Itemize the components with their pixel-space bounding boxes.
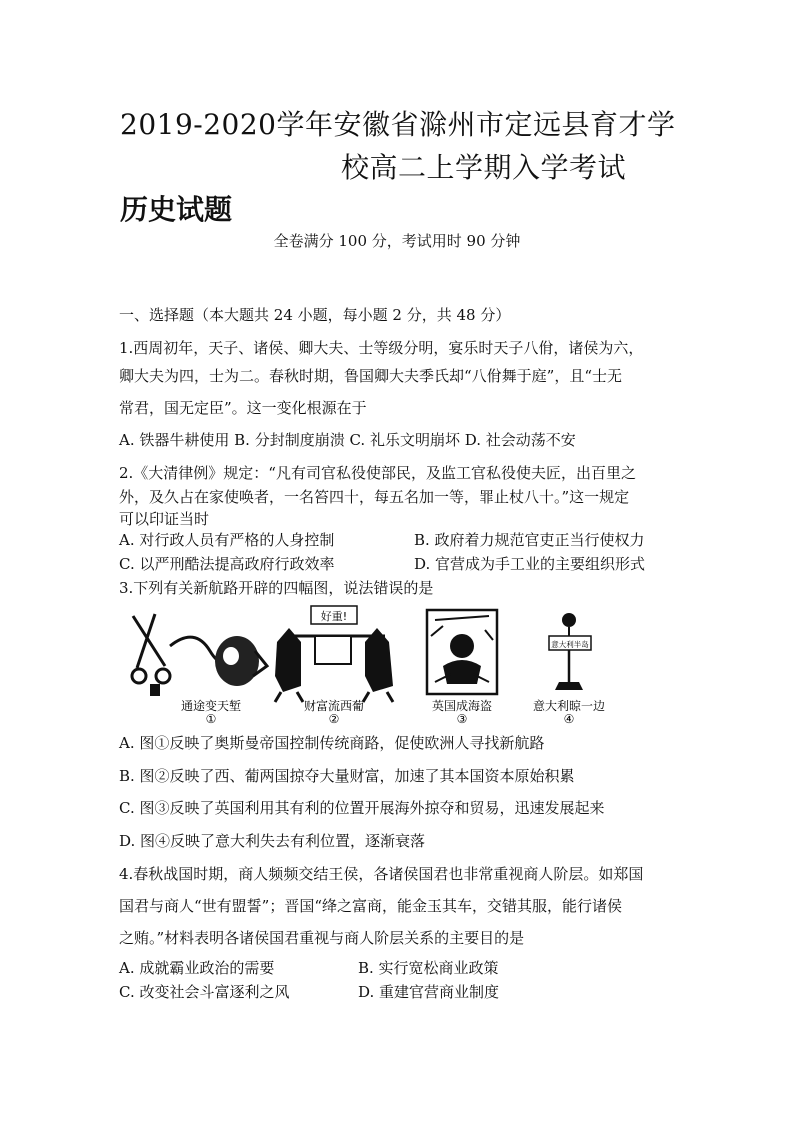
q3-option-a: A. 图①反映了奥斯曼帝国控制传统商路，促使欧洲人寻找新航路 — [119, 734, 545, 752]
cartoon-2-number: ② — [328, 712, 340, 726]
q4-option-a: A. 成就霸业政治的需要 — [119, 959, 275, 977]
subject-title: 历史试题 — [120, 193, 233, 226]
q4-line-1: 4.春秋战国时期，商人频频交结王侯，各诸侯国君也非常重视商人阶层。如郑国 — [119, 865, 644, 883]
q4-option-b: B. 实行宽松商业政策 — [358, 959, 499, 977]
q4-line-2: 国君与商人“世有盟誓”；晋国“绛之富商，能金玉其车，交错其服，能行诸侯 — [119, 897, 623, 915]
q2-line-3: 可以印证当时 — [119, 510, 210, 528]
q3-line-1: 3.下列有关新航路开辟的四幅图，说法错误的是 — [119, 579, 434, 597]
cartoon-4-number: ④ — [563, 712, 575, 726]
q3-option-c: C. 图③反映了英国利用其有利的位置开展海外掠夺和贸易，迅速发展起来 — [119, 799, 605, 817]
q1-line-1: 1.西周初年，天子、诸侯、卿大夫、士等级分明，宴乐时天子八佾，诸侯为六， — [119, 339, 644, 357]
cartoon-2-bubble: 好重! — [320, 610, 348, 623]
cartoon-4-sign: 意大利半岛 — [551, 640, 589, 649]
q1-options: A. 铁器牛耕使用 B. 分封制度崩溃 C. 礼乐文明崩坏 D. 社会动荡不安 — [119, 431, 576, 449]
q2-option-d: D. 官营成为手工业的主要组织形式 — [414, 555, 646, 573]
cartoon-3-number: ③ — [456, 712, 468, 726]
cartoon-2-caption: 财富流西葡 — [303, 699, 365, 713]
q2-line-1: 2.《大清律例》规定：“凡有司官私役使部民，及监工官私役使夫匠，出百里之 — [119, 464, 636, 482]
cartoon-1-caption: 通途变天堑 — [180, 699, 242, 713]
q4-line-3: 之贿。”材料表明各诸侯国君重视与商人阶层关系的主要目的是 — [119, 929, 525, 947]
section-heading: 一、选择题（本大题共 24 小题，每小题 2 分，共 48 分） — [119, 306, 511, 324]
q2-option-b: B. 政府着力规范官吏正当行使权力 — [414, 531, 645, 549]
q2-line-2: 外，及久占在家使唤者，一名笞四十，每五名加一等，罪止杖八十。”这一规定 — [119, 488, 630, 506]
score-time-note: 全卷满分 100 分，考试用时 90 分钟 — [273, 232, 521, 250]
cartoon-3 — [427, 610, 497, 726]
exam-title-line2: 校高二上学期入学考试 — [341, 151, 627, 184]
new-route-cartoons — [125, 606, 606, 726]
cartoon-3-caption: 英国成海盗 — [431, 699, 493, 713]
cartoon-1 — [132, 614, 267, 726]
q2-option-a: A. 对行政人员有严格的人身控制 — [119, 531, 335, 549]
q2-option-c: C. 以严刑酷法提高政府行政效率 — [119, 555, 335, 573]
q4-option-c: C. 改变社会斗富逐利之风 — [119, 983, 290, 1001]
q4-option-d: D. 重建官营商业制度 — [358, 983, 500, 1001]
cartoon-2 — [275, 606, 393, 726]
cartoon-4 — [533, 613, 605, 726]
exam-title-line1: 2019-2020学年安徽省滁州市定远县育才学 — [120, 108, 676, 141]
q3-option-b: B. 图②反映了西、葡两国掠夺大量财富，加速了其本国资本原始积累 — [119, 767, 575, 785]
q1-line-3: 常君，国无定臣”。这一变化根源在于 — [119, 399, 367, 417]
cartoon-1-number: ① — [205, 712, 217, 726]
q3-option-d: D. 图④反映了意大利失去有利位置，逐渐衰落 — [119, 832, 426, 850]
q1-line-2: 卿大夫为四，士为二。春秋时期，鲁国卿大夫季氏却“八佾舞于庭”，且“士无 — [119, 367, 623, 385]
cartoon-4-caption: 意大利晾一边 — [532, 699, 606, 713]
